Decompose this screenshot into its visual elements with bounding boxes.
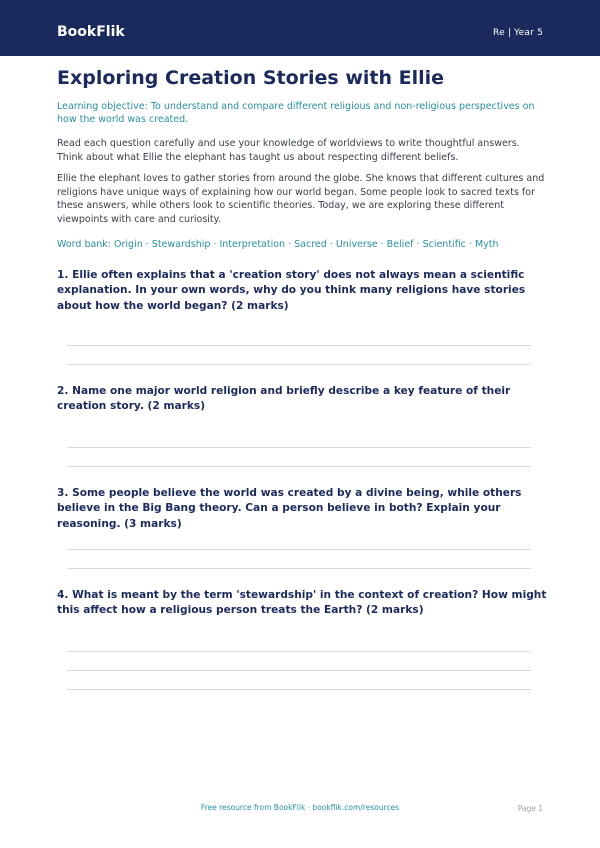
answer-line[interactable] <box>67 670 531 671</box>
answer-line[interactable] <box>67 651 531 652</box>
answer-line[interactable] <box>67 447 531 448</box>
subject-year-label: Re | Year 5 <box>493 28 543 38</box>
answer-line[interactable] <box>67 549 531 550</box>
instructions-paragraph: Read each question carefully and use your knowledge of worldviews to write thoughtful answers. Think about what Ellie the elephant has taught us about respecting different beliefs. <box>57 138 520 163</box>
footer-resource-link[interactable]: Free resource from BookFlik · bookflik.com/resources <box>200 803 400 812</box>
story-paragraph: Ellie the elephant loves to gather stories from around the globe. She knows that different cultures and religions have unique ways of explaining how our world began. Some people look to sacred texts for these answers, while others look to scientific theories. Today, we are exploring these different viewpoints with care and curiosity. <box>57 173 545 225</box>
question-1: 1. Ellie often explains that a 'creation story' does not always mean a scientific explanation. In your own words, why do you think many religions have stories about how the world began? (2 marks) <box>57 269 526 312</box>
word-bank: Word bank: Origin · Stewardship · Interpretation · Sacred · Universe · Belief · Scientific · Myth <box>57 239 499 250</box>
answer-line[interactable] <box>67 568 531 569</box>
question-4: 4. What is meant by the term 'stewardship' in the context of creation? How might this affect how a religious person treats the Earth? (2 marks) <box>57 589 547 617</box>
learning-objective: Learning objective: To understand and compare different religious and non-religious perspectives on how the world was created. <box>57 101 535 125</box>
answer-line[interactable] <box>67 689 531 690</box>
page-number: Page 1 <box>517 804 543 813</box>
page-title: Exploring Creation Stories with Ellie <box>57 67 445 89</box>
answer-line[interactable] <box>67 345 531 346</box>
answer-line[interactable] <box>67 364 531 365</box>
page-header <box>0 0 600 56</box>
question-3: 3. Some people believe the world was created by a divine being, while others believe in the Big Bang theory. Can a person believe in both? Explain your reasoning. (3 marks) <box>57 487 522 530</box>
brand-logo-text: BookFlik <box>57 24 125 40</box>
question-2: 2. Name one major world religion and briefly describe a key feature of their creation story. (2 marks) <box>57 385 511 413</box>
answer-line[interactable] <box>67 466 531 467</box>
